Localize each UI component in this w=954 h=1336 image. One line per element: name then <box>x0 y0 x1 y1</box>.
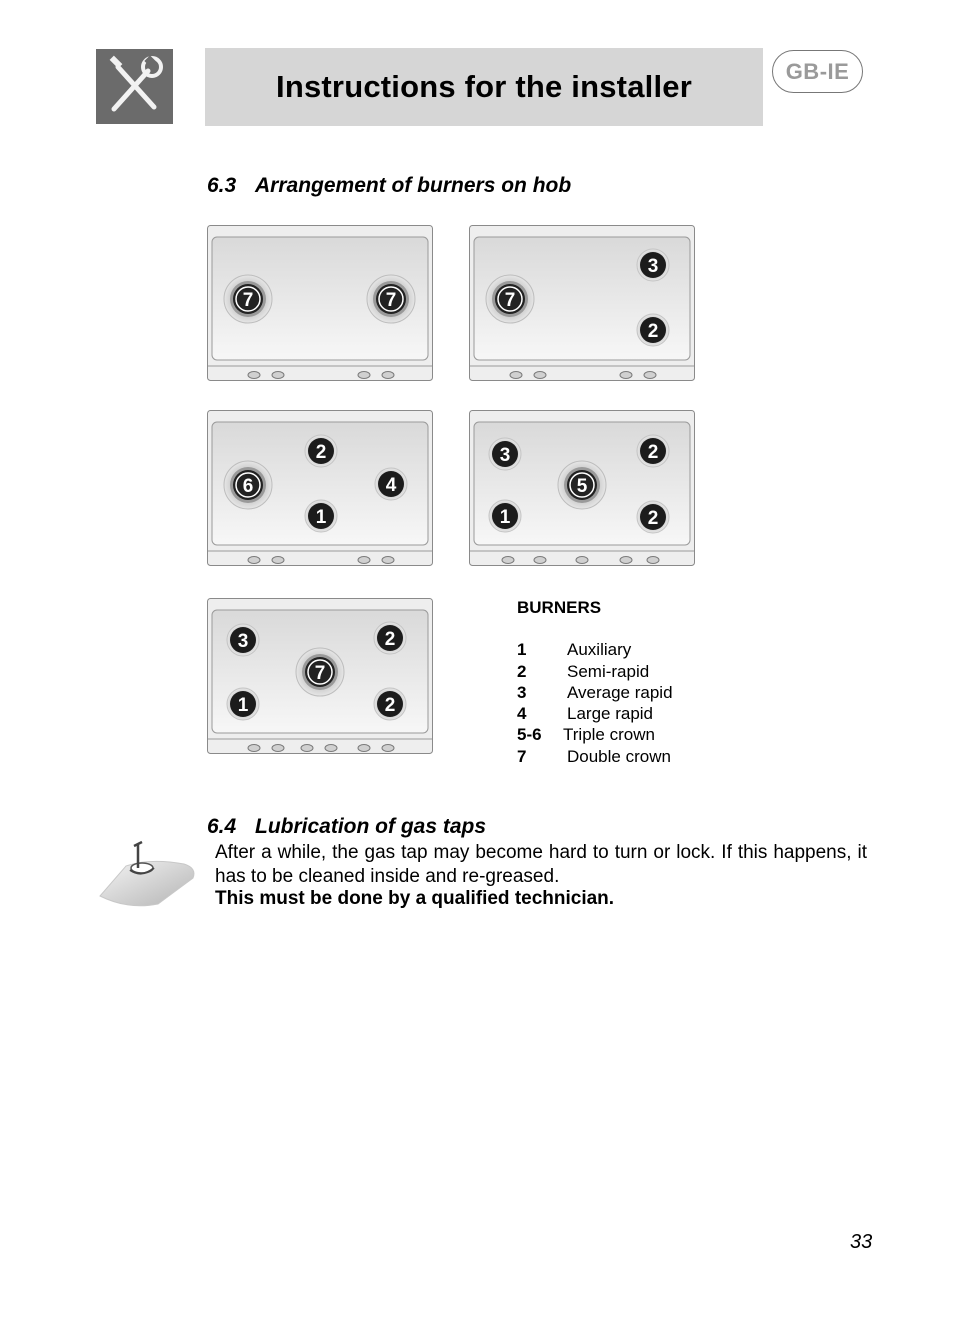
legend-label: Triple crown <box>563 725 655 745</box>
burner-number: 7 <box>242 290 254 311</box>
burner-number: 2 <box>384 695 396 716</box>
control-knob <box>382 745 394 752</box>
burner-number: 4 <box>385 475 397 496</box>
burner-7 <box>367 275 415 323</box>
section-title: Lubrication of gas taps <box>255 815 487 838</box>
section-heading-6-3 <box>207 174 571 198</box>
control-knob <box>358 372 370 379</box>
country-badge: GB-IE <box>772 50 863 93</box>
burner-number: 2 <box>384 629 396 650</box>
hob-svg <box>207 598 433 755</box>
legend-label: Auxiliary <box>567 640 632 660</box>
burner-number: 5 <box>576 476 588 497</box>
burners-legend <box>517 597 673 767</box>
burner-2 <box>374 622 406 654</box>
burner-1 <box>305 500 337 532</box>
legend-key: 1 <box>517 640 527 660</box>
section-heading-6-4 <box>207 815 486 839</box>
burner-number: 3 <box>647 256 659 277</box>
control-knob <box>301 745 313 752</box>
technician-warning: This must be done by a qualified technician. <box>215 888 615 909</box>
burner-number: 7 <box>385 290 397 311</box>
control-knob <box>272 557 284 564</box>
burner-number: 2 <box>647 442 659 463</box>
burner-3 <box>637 249 669 281</box>
burner-number: 6 <box>242 476 254 497</box>
burner-2 <box>305 435 337 467</box>
hob-diagram <box>207 410 433 567</box>
control-knob <box>534 557 546 564</box>
legend-label: Average rapid <box>567 682 673 702</box>
burner-number: 7 <box>504 290 516 311</box>
burner-1 <box>489 500 521 532</box>
hob-svg <box>469 225 695 382</box>
page-number: 33 <box>850 1231 873 1253</box>
page-title: Instructions for the installer <box>276 69 692 104</box>
legend-label: Semi-rapid <box>567 661 650 681</box>
control-knob <box>620 557 632 564</box>
control-knob <box>644 372 656 379</box>
control-knob <box>272 745 284 752</box>
burner-number: 1 <box>237 695 249 716</box>
legend-title: BURNERS <box>517 598 602 617</box>
hob-svg <box>207 225 433 382</box>
burner-7 <box>486 275 534 323</box>
section-title: Arrangement of burners on hob <box>255 174 572 197</box>
control-knob <box>534 372 546 379</box>
burner-7 <box>296 648 344 696</box>
burner-2 <box>637 501 669 533</box>
burner-1 <box>227 688 259 720</box>
burner-5 <box>558 461 606 509</box>
control-knob <box>248 745 260 752</box>
legend-key: 3 <box>517 682 527 702</box>
legend-label: Large rapid <box>567 704 654 724</box>
burner-number: 2 <box>647 321 659 342</box>
legend-item <box>517 639 673 660</box>
hob-svg <box>207 410 433 567</box>
section-number: 6.3 <box>207 174 237 197</box>
legend-key: 2 <box>517 661 527 681</box>
burner-2 <box>637 314 669 346</box>
legend-item <box>517 724 673 745</box>
control-knob <box>382 372 394 379</box>
burner-number: 1 <box>315 507 327 528</box>
control-knob <box>576 557 588 564</box>
lubrication-text: After a while, the gas tap may become hard to turn or lock. If this happens, it has to be cleaned inside and re-greased. <box>215 842 867 887</box>
burner-2 <box>637 435 669 467</box>
burner-number: 7 <box>314 663 326 684</box>
legend-item <box>517 661 673 682</box>
tools-icon <box>96 49 173 124</box>
burner-number: 2 <box>647 508 659 529</box>
section-number: 6.4 <box>207 815 237 838</box>
burner-3 <box>227 624 259 656</box>
legend-key: 5-6 <box>517 725 542 745</box>
burner-number: 1 <box>499 507 511 528</box>
gas-tap-grease-icon <box>98 838 198 912</box>
control-knob <box>382 557 394 564</box>
legend-key: 4 <box>517 704 527 724</box>
control-knob <box>272 372 284 379</box>
control-knob <box>647 557 659 564</box>
legend-item <box>517 682 673 703</box>
burner-3 <box>489 438 521 470</box>
burner-number: 2 <box>315 442 327 463</box>
hob-svg <box>469 410 695 567</box>
control-knob <box>510 372 522 379</box>
hob-diagram <box>469 410 695 567</box>
control-knob <box>358 557 370 564</box>
control-knob <box>620 372 632 379</box>
hob-diagram <box>207 598 433 755</box>
control-knob <box>248 557 260 564</box>
header-band <box>205 48 763 126</box>
hob-diagram <box>207 225 433 382</box>
burner-7 <box>224 275 272 323</box>
burner-6 <box>224 461 272 509</box>
control-knob <box>502 557 514 564</box>
burner-4 <box>375 468 407 500</box>
legend-item <box>517 746 673 767</box>
control-knob <box>248 372 260 379</box>
legend-key: 7 <box>517 746 527 766</box>
burner-number: 3 <box>237 631 249 652</box>
legend-item <box>517 703 673 724</box>
hob-diagram <box>469 225 695 382</box>
control-knob <box>325 745 337 752</box>
burner-2 <box>374 688 406 720</box>
legend-label: Double crown <box>567 746 671 766</box>
control-knob <box>358 745 370 752</box>
burner-number: 3 <box>499 445 511 466</box>
